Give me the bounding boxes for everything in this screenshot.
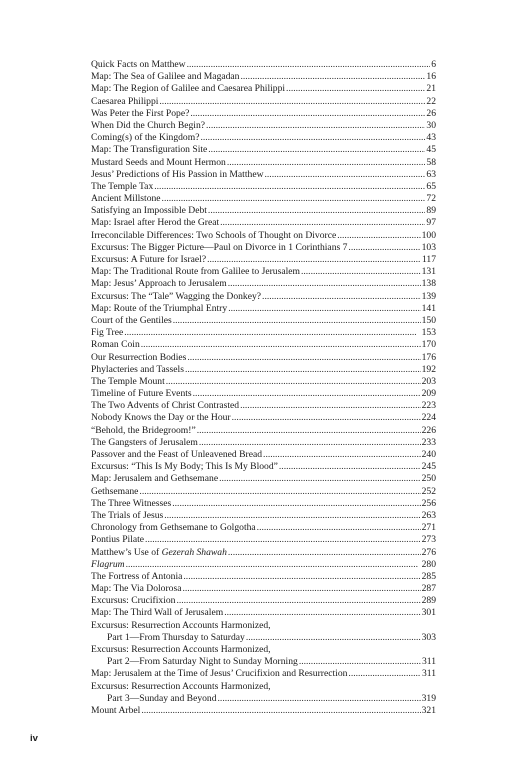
- toc-entry-page: 21: [426, 83, 436, 95]
- toc-entry: [91, 425, 436, 437]
- dot-leader: [206, 120, 425, 132]
- toc-entry-title: The Fortress of Antonia: [91, 570, 183, 582]
- toc-entry-title: Ancient Millstone: [91, 193, 161, 205]
- toc-entry: [91, 595, 436, 607]
- toc-entry-title: Map: Israel after Herod the Great: [91, 217, 220, 229]
- dot-leader: [228, 278, 421, 290]
- dot-leader: [228, 547, 421, 559]
- toc-entry-title: Excursus: Crucifixion: [91, 595, 176, 607]
- toc-entry: [91, 364, 436, 376]
- dot-leader: [262, 291, 421, 303]
- toc-entry-page: 192: [421, 363, 436, 375]
- toc-entry: [91, 547, 436, 559]
- toc-entry-page: 170: [421, 339, 436, 351]
- toc-entry: [91, 181, 436, 193]
- toc-entry-title: Part 1—From Thursday to Saturday: [107, 631, 245, 643]
- toc-entry-title: Coming(s) of the Kingdom?: [91, 132, 200, 144]
- toc-entry: [91, 522, 436, 534]
- dot-leader: [159, 96, 425, 108]
- dot-leader: [126, 559, 421, 571]
- toc-entry-title: Map: The Third Wall of Jerusalem: [91, 607, 224, 619]
- toc-entry: [91, 230, 436, 242]
- toc-entry-page: 176: [421, 351, 436, 363]
- toc-entry-title: The Trials of Jesus: [91, 509, 164, 521]
- toc-entry-page: 245: [421, 461, 436, 473]
- toc-entry-page: 223: [421, 400, 436, 412]
- toc-entry-page: 263: [421, 509, 436, 521]
- toc-entry: [91, 254, 436, 266]
- toc-entry-title: Map: Jerusalem and Gethsemane: [91, 473, 219, 485]
- toc-entry: [91, 583, 436, 595]
- toc-entry: [91, 510, 436, 522]
- toc-entry-title: Fig Tree: [91, 327, 124, 339]
- toc-entry-title: Map: The Region of Galilee and Caesarea Philippi: [91, 83, 286, 95]
- dot-leader: [164, 510, 420, 522]
- toc-entry: [91, 352, 436, 364]
- toc-entry-title: Nobody Knows the Day or the Hour: [91, 412, 231, 424]
- toc-entry: [91, 205, 436, 217]
- toc-entry: [91, 217, 436, 229]
- toc-entry: [91, 144, 436, 156]
- dot-leader: [220, 217, 425, 229]
- toc-entry-page: 276: [421, 546, 436, 558]
- dot-leader: [228, 303, 420, 315]
- toc-entry-title: Flagrum: [91, 558, 125, 570]
- toc-entry: [91, 632, 436, 644]
- toc-entry-page: 311: [421, 656, 436, 668]
- toc-entry-title: Map: The Transfiguration Site: [91, 144, 208, 156]
- toc-entry-page: 139: [421, 290, 436, 302]
- toc-entry-page: 22: [426, 95, 436, 107]
- dot-leader: [207, 254, 421, 266]
- toc-entry: [91, 534, 436, 546]
- dot-leader: [172, 498, 420, 510]
- toc-entry-page: 45: [426, 144, 436, 156]
- toc-entry-page: 131: [421, 266, 436, 278]
- dot-leader: [166, 376, 421, 388]
- toc-entry-page: 289: [421, 595, 436, 607]
- toc-entry-title: The Temple Tax: [91, 180, 154, 192]
- toc-entry-page: 103: [421, 241, 436, 253]
- toc-entry-title: Map: Jerusalem at the Time of Jesus’ Crucifixion and Resurrection: [91, 668, 348, 680]
- toc-entry: [91, 120, 436, 132]
- dot-leader: [240, 71, 425, 83]
- toc-entry-page: 30: [426, 119, 436, 131]
- toc-entry-page: 72: [426, 193, 436, 205]
- toc-entry-title: Caesarea Philippi: [91, 95, 159, 107]
- dot-leader: [279, 461, 421, 473]
- toc-entry: [91, 291, 436, 303]
- toc-entry-title-text: Matthew’s Use of: [91, 546, 162, 558]
- toc-entry-page: 226: [421, 424, 436, 436]
- toc-entry-title: Passover and the Feast of Unleavened Bread: [91, 449, 263, 460]
- toc-entry-page: 43: [426, 132, 436, 144]
- toc-entry-title: Excursus: The “Tale” Wagging the Donkey?: [91, 290, 262, 302]
- toc-entry-title: Part 2—From Saturday Night to Sunday Morning: [107, 656, 298, 668]
- toc-entry: [91, 193, 436, 205]
- toc-entry-page: 203: [421, 375, 436, 387]
- toc-entry: [91, 71, 436, 83]
- toc-entry-page: 224: [421, 412, 436, 424]
- toc-entry: [91, 412, 436, 424]
- toc-entry: [91, 644, 436, 656]
- toc-entry-title: Pontius Pilate: [91, 534, 145, 546]
- toc-entry-title: Gethsemane: [91, 485, 139, 497]
- toc-entry-title: Court of the Gentiles: [91, 314, 172, 326]
- toc-entry-title: Map: The Via Dolorosa: [91, 583, 182, 595]
- toc-entry-page: 138: [421, 278, 436, 290]
- dot-leader: [190, 108, 425, 120]
- toc-entry: [91, 388, 436, 400]
- dot-leader: [240, 400, 421, 412]
- dot-leader: [299, 656, 421, 668]
- toc-entry: [91, 169, 436, 181]
- toc-entry: [91, 83, 436, 95]
- toc-entry-page: 117: [421, 254, 436, 265]
- toc-entry-page: 6: [431, 59, 436, 70]
- table-of-contents: [91, 59, 436, 717]
- dot-leader: [301, 266, 421, 278]
- dot-leader: [219, 473, 421, 485]
- toc-entry-page: 256: [421, 497, 436, 509]
- toc-entry-page: 285: [421, 570, 436, 582]
- toc-entry: [91, 132, 436, 144]
- toc-entry: [91, 559, 436, 571]
- toc-entry: [91, 303, 436, 315]
- toc-entry-title: Chronology from Gethsemane to Golgotha: [91, 522, 256, 534]
- dot-leader: [218, 693, 421, 705]
- toc-entry-title: Was Peter the First Pope?: [91, 107, 190, 119]
- toc-entry-title: Excursus: A Future for Israel?: [91, 254, 207, 265]
- toc-entry-title: When Did the Church Begin?: [91, 119, 206, 131]
- dot-leader: [139, 486, 420, 498]
- toc-entry-page: 250: [421, 473, 436, 485]
- toc-entry-title: The Three Witnesses: [91, 497, 172, 509]
- toc-entry-page: 321: [421, 704, 436, 716]
- toc-entry: [91, 571, 436, 583]
- toc-entry: [91, 681, 436, 693]
- toc-entry: [91, 705, 436, 717]
- toc-entry: [91, 339, 436, 351]
- toc-entry-page: 273: [421, 534, 436, 546]
- toc-entry-title-italic: Gezerah Shawah: [161, 546, 227, 558]
- toc-entry-page: 58: [426, 156, 436, 168]
- toc-entry: [91, 157, 436, 169]
- toc-entry: [91, 278, 436, 290]
- toc-entry-title: Phylacteries and Tassels: [91, 363, 184, 375]
- toc-entry: [91, 486, 436, 498]
- toc-entry-title: Excursus: “This Is My Body; This Is My Blood”: [91, 461, 278, 473]
- toc-entry-title: Satisfying an Impossible Debt: [91, 205, 207, 217]
- toc-entry: [91, 315, 436, 327]
- dot-leader: [263, 449, 421, 461]
- dot-leader: [187, 59, 431, 71]
- toc-entry: [91, 108, 436, 120]
- dot-leader: [232, 412, 421, 424]
- dot-leader: [162, 193, 426, 205]
- toc-entry-page: 63: [426, 168, 436, 180]
- toc-entry: [91, 668, 436, 680]
- toc-entry: [91, 473, 436, 485]
- toc-entry: [91, 327, 436, 339]
- toc-entry-title: The Two Advents of Christ Contrasted: [91, 400, 240, 412]
- toc-entry-page: 150: [421, 314, 436, 326]
- toc-entry-title: Jesus’ Predictions of His Passion in Matthew: [91, 168, 264, 180]
- toc-entry-title: Irreconcilable Differences: Two Schools of Thought on Divorce: [91, 229, 337, 241]
- toc-entry-page: 280: [421, 558, 436, 570]
- toc-entry-page: 65: [426, 180, 436, 192]
- toc-entry-title: Mount Arbel: [91, 704, 141, 716]
- dot-leader: [200, 132, 425, 144]
- dot-leader: [173, 315, 421, 327]
- dot-leader: [286, 83, 425, 95]
- toc-entry: [91, 498, 436, 510]
- toc-entry-title: “Behold, the Bridegroom!”: [91, 424, 196, 436]
- toc-entry-page: 271: [421, 522, 436, 534]
- toc-entry-page: 89: [426, 205, 436, 217]
- toc-entry: [91, 693, 436, 705]
- toc-entry-page: 141: [421, 302, 436, 314]
- dot-leader: [185, 364, 421, 376]
- toc-entry-title: Quick Facts on Matthew: [91, 59, 186, 70]
- toc-entry-page: 100: [421, 229, 436, 241]
- toc-entry-page: 209: [421, 388, 436, 400]
- dot-leader: [154, 181, 425, 193]
- toc-entry: [91, 376, 436, 388]
- dot-leader: [183, 571, 420, 583]
- dot-leader: [197, 425, 421, 437]
- toc-entry-title: Excursus: Resurrection Accounts Harmonized,: [91, 619, 271, 631]
- dot-leader: [348, 668, 421, 680]
- dot-leader: [348, 242, 420, 254]
- toc-entry-page: 311: [421, 668, 436, 680]
- dot-leader: [176, 595, 420, 607]
- dot-leader: [145, 534, 421, 546]
- toc-entry-page: 287: [421, 583, 436, 595]
- toc-entry-page: 26: [426, 107, 436, 119]
- dot-leader: [199, 437, 421, 449]
- toc-entry-title: Map: Route of the Triumphal Entry: [91, 302, 228, 314]
- toc-entry-title: Our Resurrection Bodies: [91, 351, 187, 363]
- dot-leader: [208, 205, 425, 217]
- toc-entry-title: [91, 547, 227, 559]
- toc-entry-title: Excursus: Resurrection Accounts Harmonized,: [91, 644, 271, 655]
- toc-entry-page: 97: [426, 217, 436, 229]
- page-folio: iv: [30, 733, 38, 744]
- toc-entry-page: 252: [421, 485, 436, 497]
- toc-entry: [91, 656, 436, 668]
- toc-entry: [91, 242, 436, 254]
- toc-entry: [91, 461, 436, 473]
- toc-entry-title: Roman Coin: [91, 339, 140, 351]
- toc-entry: [91, 449, 436, 461]
- toc-entry-title: Timeline of Future Events: [91, 388, 192, 400]
- dot-leader: [246, 632, 421, 644]
- toc-entry-title: Part 3—Sunday and Beyond: [107, 692, 217, 704]
- dot-leader: [337, 230, 420, 242]
- toc-entry-page: 319: [421, 692, 436, 704]
- dot-leader: [224, 607, 420, 619]
- toc-entry-title: Excursus: The Bigger Picture—Paul on Divorce in 1 Corinthians 7: [91, 241, 348, 253]
- toc-entry-page: 301: [421, 607, 436, 619]
- dot-leader: [208, 144, 425, 156]
- toc-entry-page: 303: [421, 631, 436, 643]
- toc-entry-title: Map: The Sea of Galilee and Magadan: [91, 71, 240, 83]
- toc-entry: [91, 59, 436, 71]
- toc-entry-title: Map: The Traditional Route from Galilee to Jerusalem: [91, 266, 300, 278]
- dot-leader: [124, 327, 420, 339]
- dot-leader: [265, 169, 426, 181]
- toc-entry-page: 153: [421, 327, 436, 339]
- dot-leader: [182, 583, 420, 595]
- toc-entry-title: Map: Jesus’ Approach to Jerusalem: [91, 278, 227, 290]
- toc-entry-title: The Gangsters of Jerusalem: [91, 436, 198, 448]
- toc-entry: [91, 437, 436, 449]
- dot-leader: [193, 388, 421, 400]
- dot-leader: [187, 352, 420, 364]
- toc-entry-title: Mustard Seeds and Mount Hermon: [91, 156, 226, 168]
- dot-leader: [257, 522, 421, 534]
- toc-entry-title: Excursus: Resurrection Accounts Harmonized,: [91, 680, 271, 692]
- toc-entry: [91, 620, 436, 632]
- toc-entry: [91, 400, 436, 412]
- toc-entry: [91, 607, 436, 619]
- dot-leader: [141, 339, 421, 351]
- toc-entry: [91, 96, 436, 108]
- dot-leader: [141, 705, 420, 717]
- toc-entry-page: 240: [421, 449, 436, 460]
- toc-entry-title: The Temple Mount: [91, 375, 165, 387]
- toc-entry-page: 16: [426, 71, 436, 83]
- dot-leader: [227, 157, 426, 169]
- toc-entry-page: 233: [421, 436, 436, 448]
- toc-entry: [91, 266, 436, 278]
